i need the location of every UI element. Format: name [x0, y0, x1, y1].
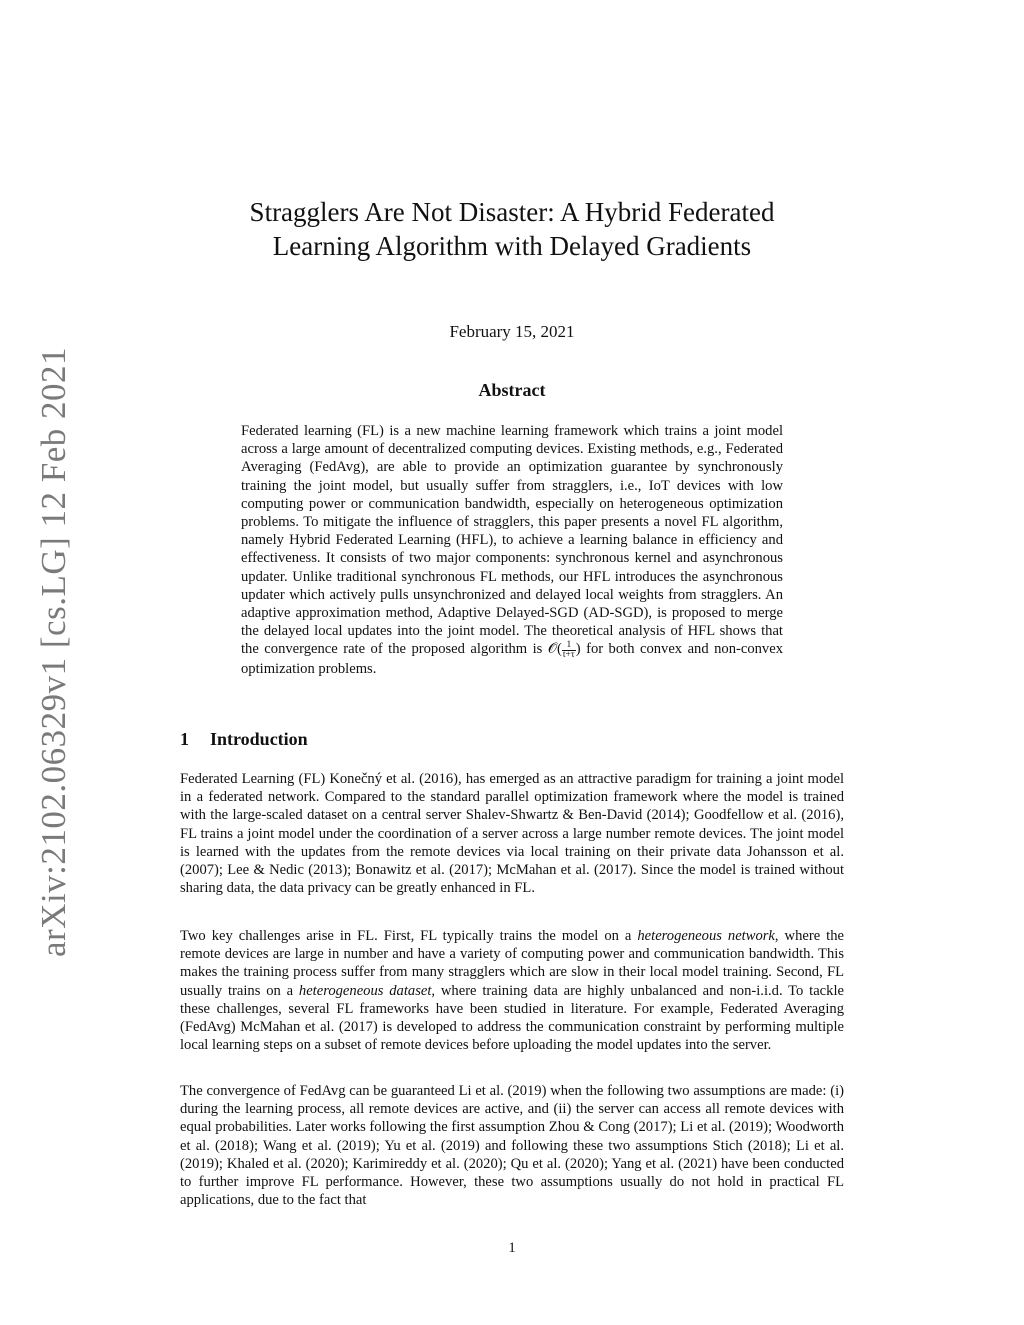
rate-fraction: [562, 641, 576, 660]
publication-date: February 15, 2021: [449, 322, 575, 341]
convergence-rate-formula: 𝒪( $\frac{1}{t+\tau}$ ): [547, 639, 581, 660]
paper-title-line-2: Learning Algorithm with Delayed Gradients: [272, 231, 752, 261]
paper-title: [180, 195, 844, 263]
intro-paragraph-2: [180, 927, 844, 1054]
abstract-heading: Abstract: [478, 380, 546, 400]
arxiv-identifier-stamp: arXiv:2102.06329v1 [cs.LG] 12 Feb 2021: [34, 346, 73, 958]
emphasis-heterogeneous-network: heterogeneous network: [637, 928, 775, 944]
big-o-symbol: 𝒪: [547, 641, 558, 658]
paper-title-line-1: Stragglers Are Not Disaster: A Hybrid Federated: [249, 197, 775, 227]
abstract-text-end: for both convex and non-convex optimization problems.: [241, 641, 783, 677]
rate-numerator: 1: [562, 641, 576, 651]
abstract-text: Federated learning (FL) is a new machine learning framework which trains a joint model across a large amount of decentralized computing devices. Existing methods, e.g., Federated Averaging (FedAvg), are able to provide an optimization guarantee by synchronously training the joint model, but usually suffer from stragglers, i.e., IoT devices with low computing power or communication bandwidth, especially on heterogeneous optimization problems. To mitigate the influence of stragglers, this paper presents a novel FL algorithm, namely Hybrid Federated Learning (HFL), to achieve a learning balance in efficiency and effectiveness. It consists of two major components: synchronous kernel and asynchronous updater. Unlike traditional synchronous FL methods, our HFL introduces the asynchronous updater which actively pulls unsynchronized and delayed local weights from stragglers. An adaptive approximation method, Adaptive Delayed-SGD (AD-SGD), is proposed to merge the delayed local updates into the joint model. The theoretical analysis of HFL shows that the convergence rate of the proposed algorithm is: [241, 423, 783, 658]
page-number: 1: [508, 1240, 516, 1256]
intro-paragraph-2-part-c: , where training data are highly unbalanced and non-i.i.d. To tackle these challenges, several FL frameworks have been studied in literature. For example, Federated Averaging (FedAvg) McMahan et al. (2017) is developed to address the communication constraint by performing multiple local learning steps on a subset of remote devices before uploading the model updates into the server.: [180, 982, 844, 1054]
intro-paragraph-2-part-a: Two key challenges arise in FL. First, FL typically trains the model on a: [180, 928, 632, 944]
emphasis-heterogeneous-dataset: heterogeneous dataset: [298, 982, 432, 999]
section-heading-introduction: [180, 729, 308, 750]
rate-denominator: t+τ: [562, 649, 575, 660]
section-title: Introduction: [210, 729, 308, 749]
intro-paragraph-1: Federated Learning (FL) Konečný et al. (2016), has emerged as an attractive paradigm for training a joint model in a federated network. Compared to the standard parallel optimization framework where the model is trained with the large-scaled dataset on a central server Shalev-Shwartz & Ben-David (2014); Goodfellow et al. (2016), FL trains a joint model under the coordination of a server across a large number remote devices. The joint model is learned with the updates from the remote devices via local training on their private data Johansson et al. (2007); Lee & Nedic (2013); Bonawitz et al. (2017); McMahan et al. (2017). Since the model is trained without sharing data, the data privacy can be greatly enhanced in FL.: [180, 771, 844, 897]
intro-paragraph-3: The convergence of FedAvg can be guaranteed Li et al. (2019) when the following two assumptions are made: (i) during the learning process, all remote devices are active, and (ii) the server can access all remote devices with equal probabilities. Later works following the first assumption Zhou & Cong (2017); Li et al. (2019); Woodworth et al. (2018); Wang et al. (2019); Yu et al. (2019) and following these two assumptions Stich (2018); Li et al. (2019); Khaled et al. (2020); Karimireddy et al. (2020); Qu et al. (2020); Yang et al. (2021) have been conducted to further improve FL performance. However, these two assumptions usually do not hold in practical FL applications, due to the fact that: [180, 1083, 844, 1209]
section-number: 1: [180, 729, 189, 749]
intro-paragraph-2-part-b: , where the remote devices are large in number and have a variety of computing power and communication bandwidth. This makes the training process suffer from many stragglers which are slow in their local model training. Second, FL usually trains on a: [180, 928, 844, 999]
abstract-body: [241, 422, 783, 678]
